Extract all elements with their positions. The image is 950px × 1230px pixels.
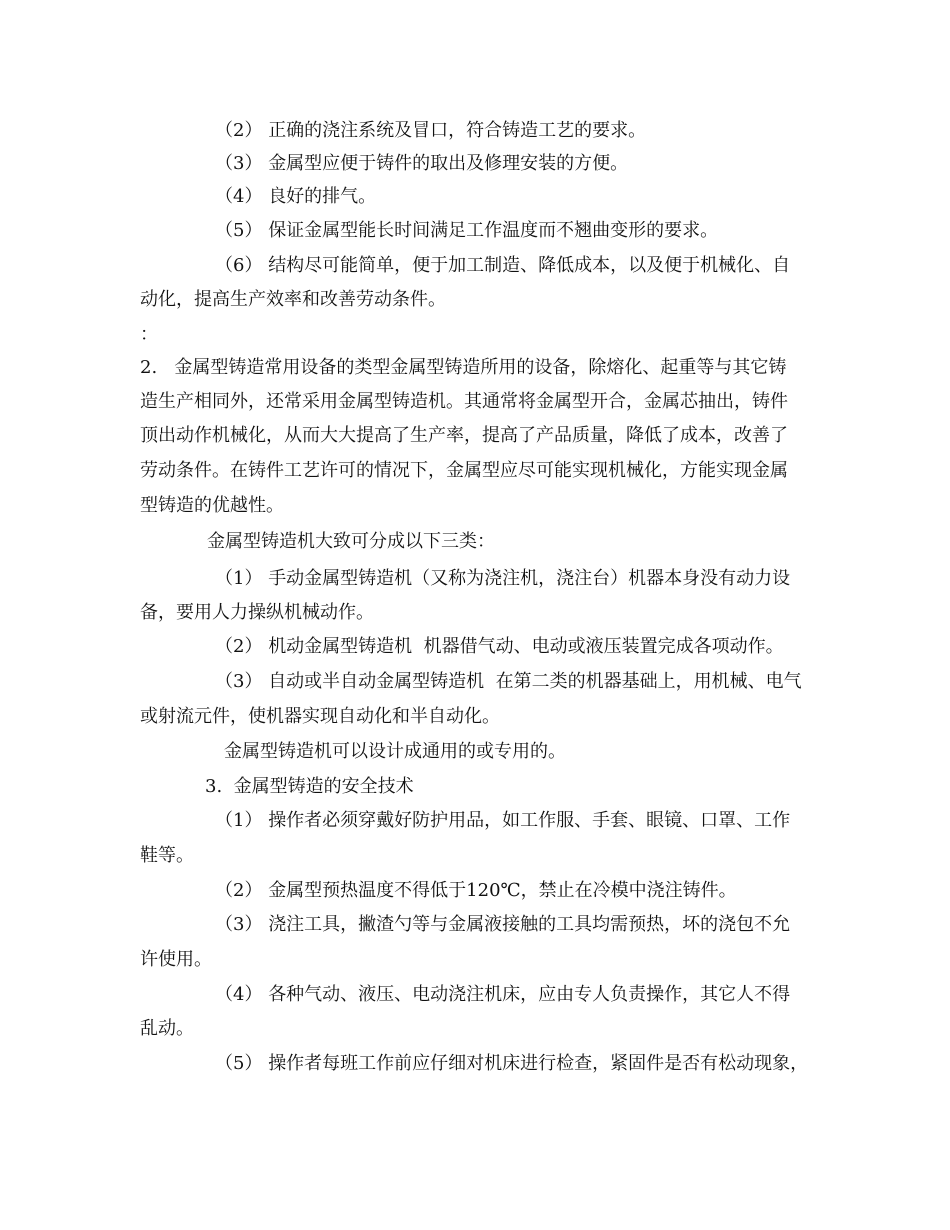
paragraph-line: 型铸造的优越性。 (140, 495, 284, 516)
section-3-heading: 3. 金属型铸造的安全技术 (205, 776, 414, 797)
list-item-continuation: 动化，提高生产效率和改善劳动条件。 (140, 289, 446, 310)
list-item: （5） 操作者每班工作前应仔细对机床进行检查，紧固件是否有松动现象， (215, 1053, 809, 1074)
list-item-continuation: 鞋等。 (140, 845, 194, 866)
list-item: （3） 自动或半自动金属型铸造机 在第二类的机器基础上，用机械、电气 (215, 671, 802, 692)
colon-mark: ： (140, 324, 158, 345)
list-item: （5） 保证金属型能长时间满足工作温度而不翘曲变形的要求。 (215, 220, 719, 241)
list-item-continuation: 备，要用人力操纵机械动作。 (140, 602, 374, 623)
paragraph-line: 顶出动作机械化，从而大大提高了生产率，提高了产品质量，降低了成本，改善了 (140, 425, 788, 446)
list-item: （3） 浇注工具，撇渣勺等与金属液接触的工具均需预热，坏的浇包不允 (215, 914, 791, 935)
list-item: （1） 操作者必须穿戴好防护用品，如工作服、手套、眼镜、口罩、工作 (215, 810, 791, 831)
list-item: （4） 各种气动、液压、电动浇注机床，应由专人负责操作，其它人不得 (215, 984, 791, 1005)
list-item: （6） 结构尽可能简单，便于加工制造、降低成本，以及便于机械化、自 (215, 255, 791, 276)
list-item-continuation: 许使用。 (140, 949, 212, 970)
section-2-intro: 金属型铸造机大致可分成以下三类： (207, 531, 495, 552)
list-item: （2） 机动金属型铸造机 机器借气动、电动或液压装置完成各项动作。 (215, 636, 784, 657)
list-item-continuation: 乱动。 (140, 1018, 194, 1039)
list-item: （4） 良好的排气。 (215, 186, 377, 207)
section-2-closing: 金属型铸造机可以设计成通用的或专用的。 (224, 741, 566, 762)
section-2-first-line: 2. 金属型铸造常用设备的类型金属型铸造所用的设备，除熔化、起重等与其它铸 (140, 357, 787, 378)
paragraph-line: 造生产相同外，还常采用金属型铸造机。其通常将金属型开合，金属芯抽出，铸件 (140, 391, 788, 412)
list-item: （2） 金属型预热温度不得低于120℃，禁止在冷模中浇注铸件。 (215, 880, 737, 901)
list-item: （2） 正确的浇注系统及冒口，符合铸造工艺的要求。 (215, 120, 647, 141)
list-item-continuation: 或射流元件，使机器实现自动化和半自动化。 (140, 706, 500, 727)
list-item: （1） 手动金属型铸造机（又称为浇注机，浇注台）机器本身没有动力设 (215, 568, 791, 589)
paragraph-line: 劳动条件。在铸件工艺许可的情况下，金属型应尽可能实现机械化，方能实现金属 (140, 460, 788, 481)
list-item: （3） 金属型应便于铸件的取出及修理安装的方便。 (215, 153, 629, 174)
